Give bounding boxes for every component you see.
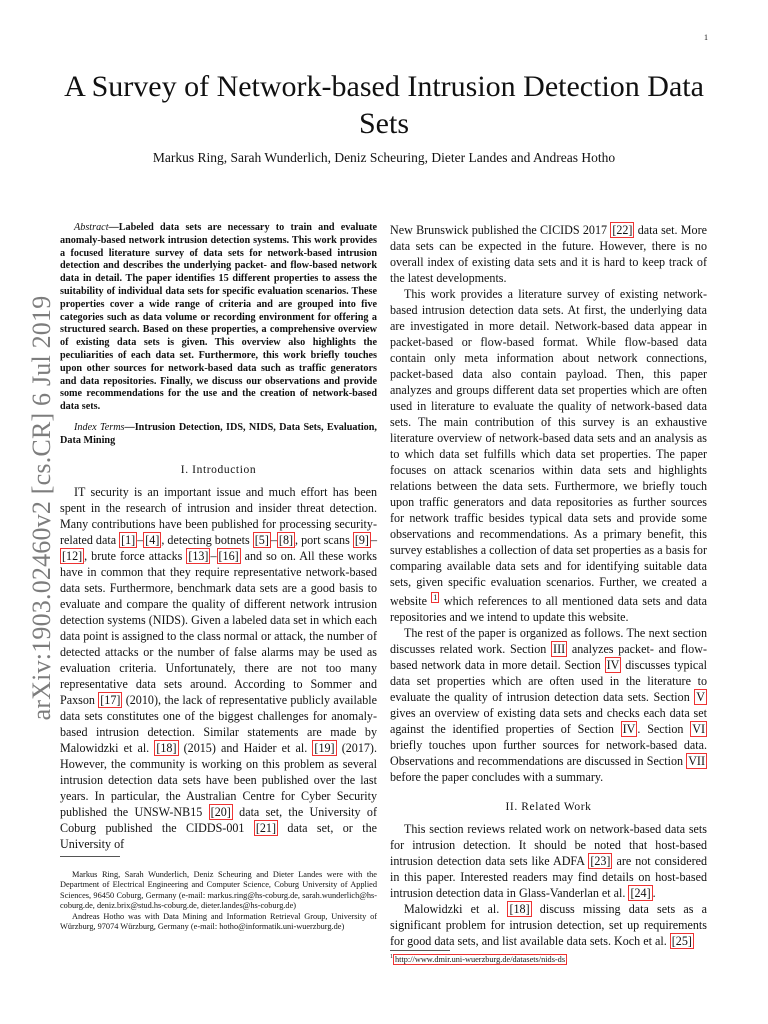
footnote-rule	[60, 856, 120, 857]
paragraph: This work provides a literature survey of existing network-based intrusion detection data sets. At first, the underlying data are investigated in more detail. Network-based data appear in packet-based or flow-based format. While flow-based data contain only meta information about network connections, packet-based data also contain payload. Then, this paper analyzes and groups different data set properties which are often used in literature to evaluate the quality of network-based data sets. The main contribution of this survey is an exhaustive literature overview of network-based data sets and an analysis as to which data set fulfills which data set properties. The paper focuses on attack scenarios within data sets and highlights relations between the data sets. Furthermore, we briefly touch upon traffic generators and data repositories as further sources for network traffic besides typical data sets and provide some observations and recommendations. As a primary benefit, this survey establishes a collection of data set properties as a basis for comparing available data sets and for identifying suitable data sets, given specific evaluation scenarios. Further, we created a website $^1$ which references to all mentioned data sets and data repositories and we intend to update this website.	[390, 287, 708, 625]
paragraph: This section reviews related work on network-based data sets for intrusion detection. It should be noted that host-based intrusion detection data sets like ADFA [23] are not considered in this paper. Interested readers may find details on host-based intrusion detection data in Glass-Vanderlan et al. [24] .	[390, 822, 708, 901]
right-column	[390, 222, 707, 949]
index-terms-text: —Intrusion Detection, IDS, NIDS, Data Sets, Evaluation, Data Mining	[60, 421, 377, 446]
abstract	[60, 222, 377, 414]
citation-link[interactable]: [4]	[145, 532, 160, 547]
citation-link[interactable]: [5]	[254, 532, 269, 547]
footnote-number: 1	[390, 954, 393, 960]
author-list: Markus Ring, Sarah Wunderlich, Deniz Scheuring, Dieter Landes and Andreas Hotho	[152, 150, 616, 165]
citation-link[interactable]: [20]	[210, 804, 231, 819]
arxiv-stamp-area	[12, 288, 56, 728]
section-heading-introduction: I. Introduction	[180, 463, 257, 476]
website-footnote	[390, 954, 567, 964]
section-link[interactable]: IV	[606, 658, 620, 673]
citation-link[interactable]: [19]	[314, 740, 335, 755]
section-heading-related-work: II. Related Work	[505, 801, 592, 814]
section-link[interactable]: VI	[692, 722, 705, 737]
citation-link[interactable]: [23]	[590, 854, 611, 869]
left-column	[60, 222, 377, 852]
arxiv-stamp[interactable]: arXiv:1903.02460v2 [cs.CR] 6 Jul 2019	[27, 295, 56, 721]
abstract-text: —Labeled data sets are necessary to train and evaluate anomaly-based network intrusion detection systems. This work provides a focused literature survey of data sets for network-based intrusion detection and describes the underlying packet- and flow-based network data in detail. The paper identifies 15 different properties to assess the suitability of individual data sets for specific evaluation scenarios. These properties cover a wide range of criteria and are grouped into five categories such as data volume or recording environment for offering a structured search. Based on these properties, a comprehensive overview of existing data sets is given. This overview also highlights the peculiarities of each data set. Furthermore, this work briefly touches upon other sources for network-based data such as traffic generators and data repositories. Finally, we discuss our observations and provide some recommendations for the use and the creation of network-based data sets.	[60, 222, 377, 413]
citation-link[interactable]: [24]	[630, 886, 651, 901]
citation-link[interactable]: [22]	[612, 223, 633, 237]
footnote-affiliation: Markus Ring, Sarah Wunderlich, Deniz Scheuring and Dieter Landes were with the Department of Electrical Engineering and Computer Science, Coburg University of Applied Sciences, 96450 Coburg, Germany (e-mail: markus.ring@hs-coburg.de, sarah.wunderlich@hs-coburg.de, deniz.brix@stud.hs-coburg.de, dieter.landes@hs-coburg.de)	[60, 870, 377, 911]
citation-link[interactable]: [25]	[671, 934, 692, 949]
author-affiliation-footnote	[60, 870, 377, 932]
citation-link[interactable]: [9]	[354, 532, 369, 547]
citation-link[interactable]: [8]	[278, 532, 294, 547]
citation-link[interactable]: [18]	[156, 740, 177, 755]
abstract-label: Abstract	[74, 222, 109, 233]
index-terms	[60, 422, 377, 448]
section-link[interactable]: III	[553, 642, 566, 657]
paper-title: A Survey of Network-based Intrusion Detection Data Sets	[64, 70, 704, 140]
footnote-rule	[390, 950, 450, 951]
section-link[interactable]: IV	[622, 722, 636, 737]
section-link[interactable]: VII	[688, 754, 705, 769]
citation-link[interactable]: [1]	[121, 532, 136, 547]
citation-link[interactable]: [13]	[188, 548, 209, 563]
page-number: 1	[704, 33, 708, 42]
paragraph: The rest of the paper is organized as follows. The next section discusses related work. Section III analyzes packet- and flow-based network data in more detail. Section IV discusses typical data set properties which are often used in the literature to evaluate the quality of intrusion detection data sets. Section V gives an overview of existing data sets and checks each data set against the identified properties of Section IV . Section VI briefly touches upon further sources for network-based data. Observations and recommendations are discussed in Section VII before the paper concludes with a summary.	[390, 626, 707, 785]
citation-link[interactable]: [21]	[255, 820, 277, 835]
index-terms-label: Index Terms	[74, 421, 125, 433]
intro-paragraph: IT security is an important issue and much effort has been spent in the research of intrusion and insider threat detection. Many contributions have been published for processing security-related data [1] – [4] , detecting botnets [5] – [8] , port scans [9] –[12] , brute force attacks [13] – [16] and so on. All these works have in common that they require representative network-based data sets. Furthermore, benchmark data sets are a good basis to evaluate and compare the quality of different network intrusion detection systems (NIDS). Given a labeled data set in which each data point is assigned to the class normal or attack, the number of detected attacks or the number of false alarms may be used as evaluation criteria. Unfortunately, there are not too many representative data sets around. According to Sommer and Paxson [17] (2010), the lack of representative publicly available data sets constitutes one of the biggest challenges for anomaly-based intrusion detection. Similar statements are made by Malowidzki et al. [18] (2015) and Haider et al. [19] (2017). However, the community is working on this problem as several intrusion detection data sets have been published over the last years. In particular, the Australian Centre for Cyber Security published the UNSW-NB15 [20] data set, the University of Coburg published the CIDDS-001 [21] data set, or the University of	[60, 484, 377, 851]
paragraph: New Brunswick published the CICIDS 2017 [22] data set. More data sets can be expected in the future. However, there is no overall index of existing data sets and it is hard to keep track of the latest developments.	[390, 223, 707, 285]
citation-link[interactable]: [17]	[100, 692, 121, 707]
footnote-marker[interactable]: 1	[433, 593, 438, 602]
citation-link[interactable]: [12]	[62, 548, 83, 563]
citation-link[interactable]: [18]	[509, 902, 530, 917]
footnote-affiliation: Andreas Hotho was with Data Mining and Information Retrieval Group, University of Würzburg, 97074 Würzburg, Germany (e-mail: hotho@informatik.uni-wuerzburg.de)	[60, 911, 377, 932]
section-link[interactable]: V	[696, 690, 705, 705]
citation-link[interactable]: [16]	[218, 548, 239, 563]
paragraph: Malowidzki et al. [18] discuss missing data sets as a significant problem for intrusion detection, set up requirements for good data sets, and list available data sets. Koch et al. [25]	[390, 902, 707, 949]
footnote-url-link[interactable]: http://www.dmir.uni-wuerzburg.de/datasets/nids-ds	[395, 954, 566, 964]
